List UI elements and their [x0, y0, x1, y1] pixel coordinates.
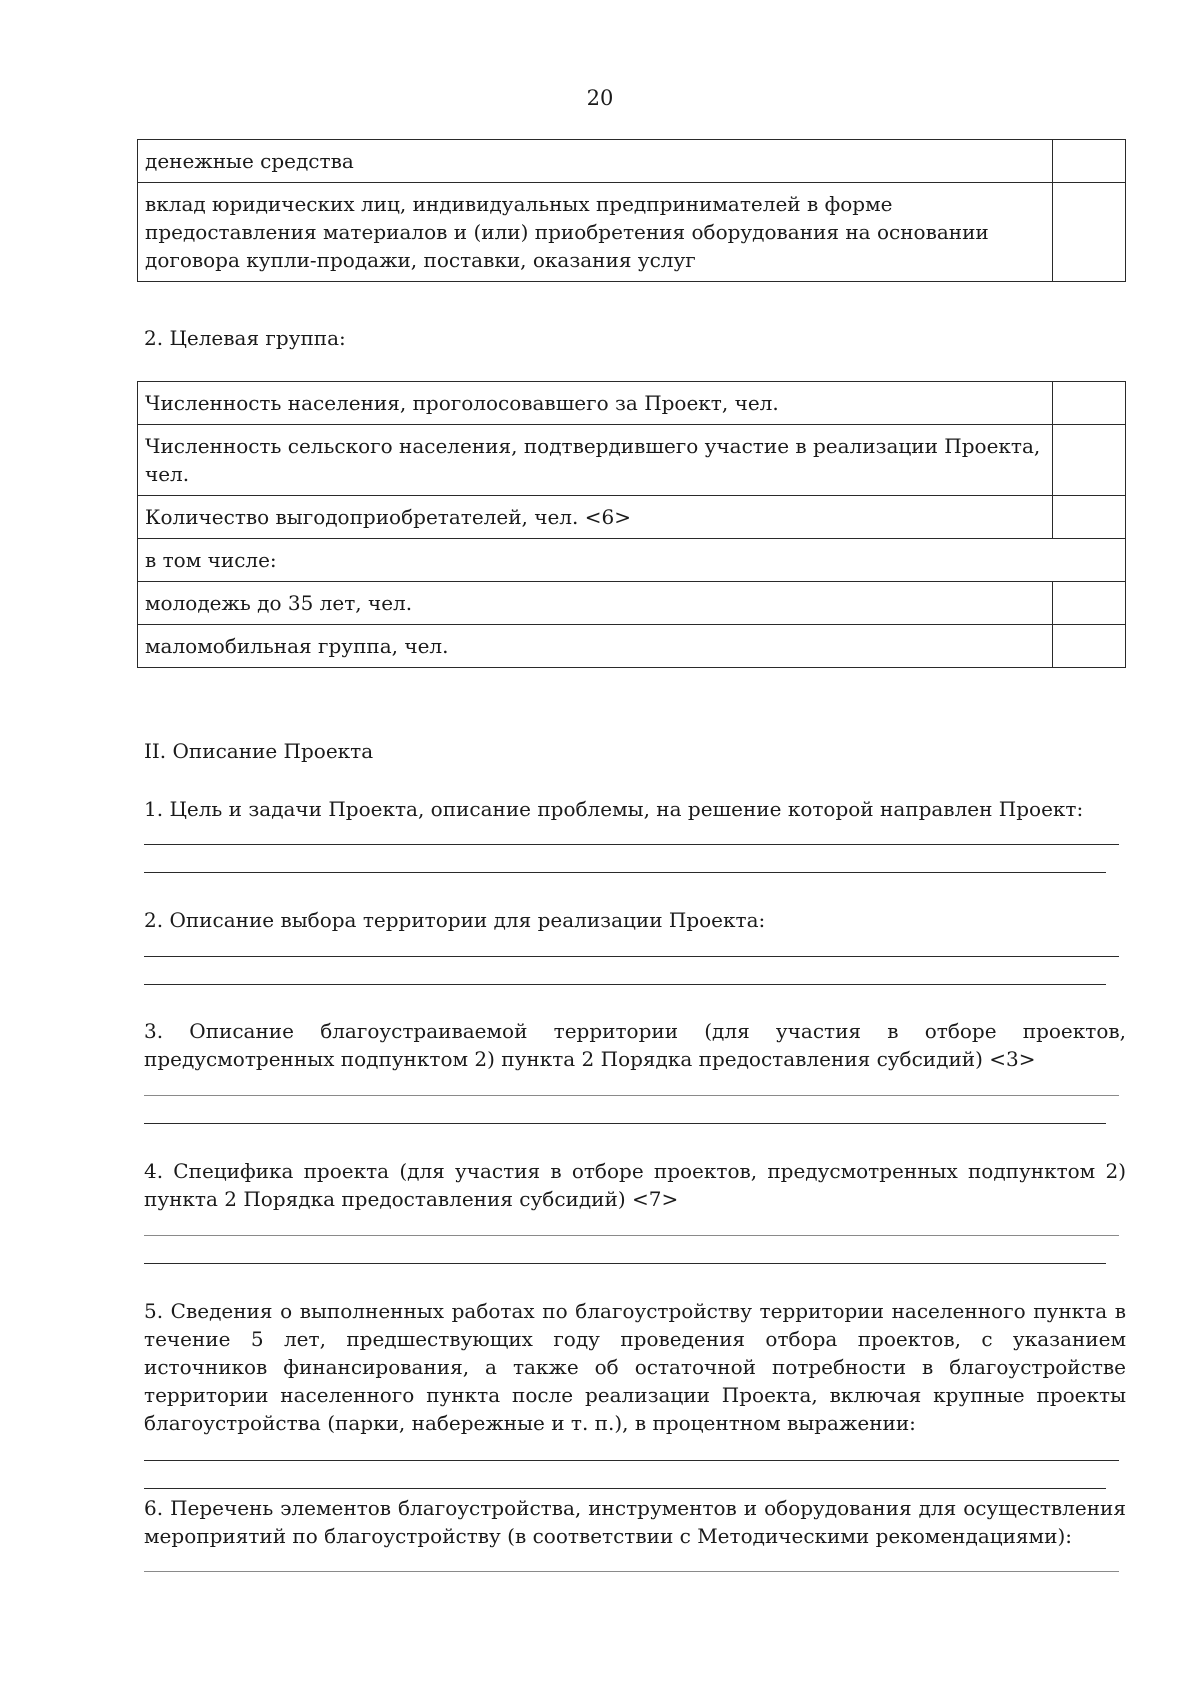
item-2-text: 2. Описание выбора территории для реализации Проекта:: [144, 908, 766, 932]
value-cell[interactable]: [1053, 625, 1126, 668]
section-title: II. Описание Проекта: [144, 739, 374, 763]
answer-line[interactable]: [144, 1571, 1119, 1572]
answer-line[interactable]: [144, 872, 1106, 873]
target-group-table: [137, 381, 1126, 668]
item-3-text: 3. Описание благоустраиваемой территории (для участия в отборе проектов, предусмотренных подпунктом 2) пункта 2 Порядка предоставления субсидий) <3>: [144, 1019, 1126, 1071]
row-label: молодежь до 35 лет, чел.: [138, 582, 1053, 625]
value-cell[interactable]: [1053, 140, 1126, 183]
item-1-text: 1. Цель и задачи Проекта, описание проблемы, на решение которой направлен Проект:: [144, 797, 1084, 821]
value-cell[interactable]: [1053, 183, 1126, 282]
table-row: [138, 425, 1126, 496]
item-4-text: 4. Специфика проекта (для участия в отборе проектов, предусмотренных подпунктом 2) пункта 2 Порядка предоставления субсидий) <7>: [144, 1159, 1126, 1211]
answer-line[interactable]: [144, 1123, 1106, 1124]
value-cell[interactable]: [1053, 582, 1126, 625]
row-label: вклад юридических лиц, индивидуальных предпринимателей в форме предоставления материалов и (или) приобретения оборудования на основании договора купли-продажи, поставки, оказания услуг: [138, 183, 1053, 282]
item-5-text: 5. Сведения о выполненных работах по благоустройству территории населенного пункта в течение 5 лет, предшествующих году проведения отбора проектов, с указанием источников финансирования, а также об остаточной потребности в благоустройстве территории населенного пункта после реализации Проекта, включая крупные проекты благоустройства (парки, набережные и т. п.), в процентном выражении:: [144, 1299, 1126, 1435]
table-row: [138, 582, 1126, 625]
answer-line[interactable]: [144, 844, 1119, 845]
row-label: в том числе:: [138, 539, 1126, 582]
answer-line[interactable]: [144, 1460, 1119, 1461]
table-row: [138, 382, 1126, 425]
table-row: [138, 496, 1126, 539]
item-6-text: 6. Перечень элементов благоустройства, инструментов и оборудования для осуществления мероприятий по благоустройству (в соответствии с Методическими рекомендациями):: [144, 1496, 1126, 1548]
table-row: [138, 140, 1126, 183]
page-number: 20: [586, 86, 614, 110]
answer-line[interactable]: [144, 1263, 1106, 1264]
table-row: [138, 183, 1126, 282]
row-label: маломобильная группа, чел.: [138, 625, 1053, 668]
row-label: Количество выгодоприобретателей, чел. <6>: [138, 496, 1053, 539]
answer-line[interactable]: [144, 956, 1119, 957]
answer-line[interactable]: [144, 984, 1106, 985]
row-label: Численность сельского населения, подтвердившего участие в реализации Проекта, чел.: [138, 425, 1053, 496]
answer-line[interactable]: [144, 1235, 1119, 1236]
row-label: Численность населения, проголосовавшего за Проект, чел.: [138, 382, 1053, 425]
target-group-heading: 2. Целевая группа:: [144, 326, 346, 350]
row-label: денежные средства: [138, 140, 1053, 183]
value-cell[interactable]: [1053, 425, 1126, 496]
answer-line[interactable]: [144, 1488, 1106, 1489]
answer-line[interactable]: [144, 1095, 1119, 1096]
table-row: [138, 539, 1126, 582]
table-row: [138, 625, 1126, 668]
value-cell[interactable]: [1053, 382, 1126, 425]
funding-table: [137, 139, 1126, 282]
value-cell[interactable]: [1053, 496, 1126, 539]
